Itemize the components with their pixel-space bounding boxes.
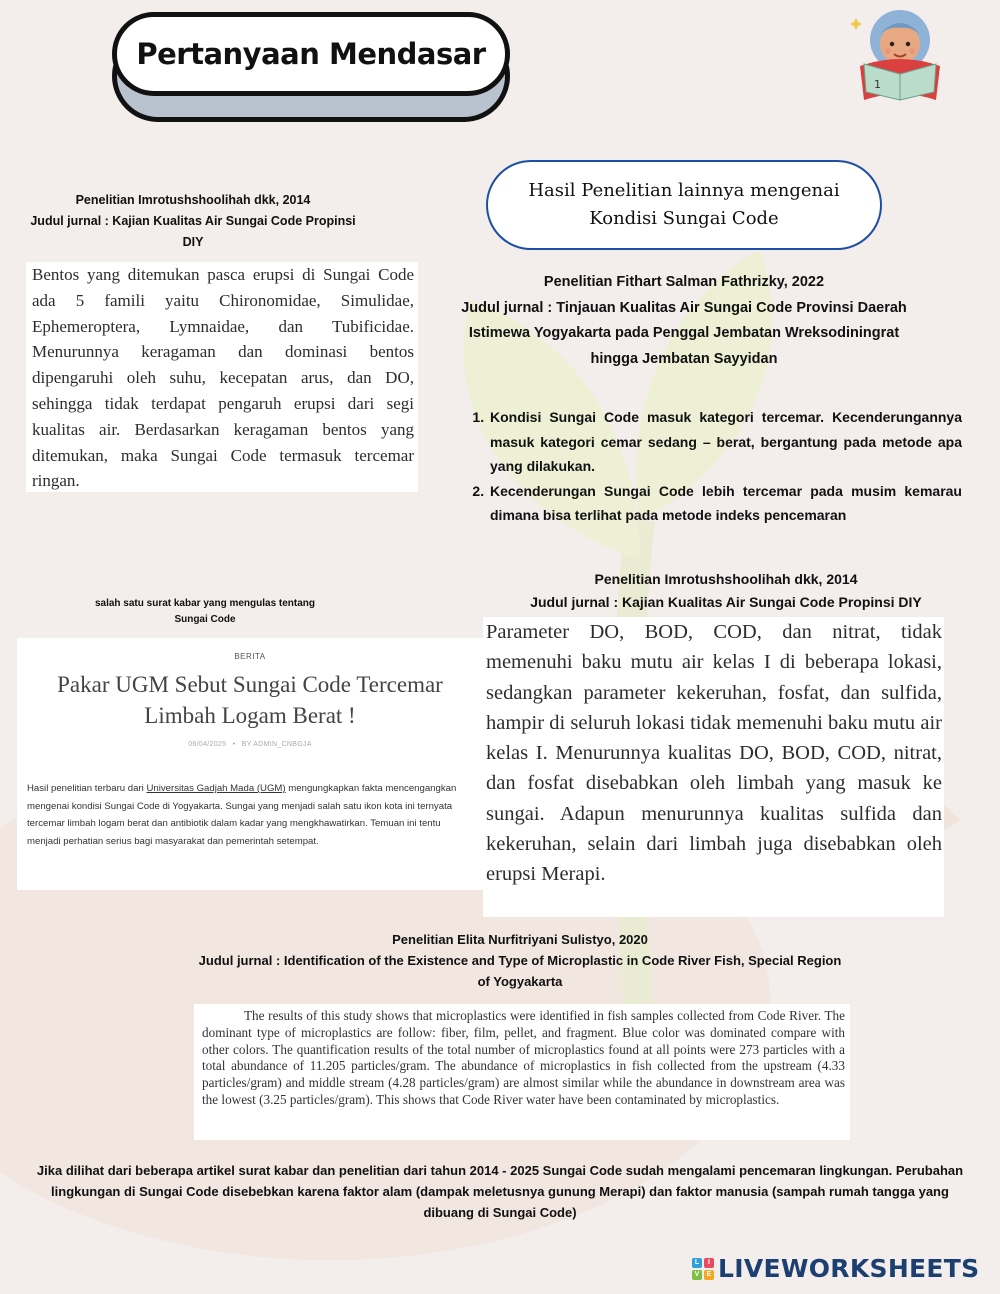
left-study-title-line2: DIY — [182, 235, 204, 249]
news-caption-line2: Sungai Code — [174, 614, 236, 625]
right-study-caption — [500, 568, 952, 614]
news-meta: 06/04/2025 • BY ADMIN_CNBGJA — [188, 741, 312, 748]
hasil-box-line1: Hasil Penelitian lainnya mengenai — [528, 180, 840, 201]
news-author: BY ADMIN_CNBGJA — [241, 741, 312, 748]
left-study-author: Penelitian Imrotushshoolihah dkk, 2014 — [75, 193, 311, 207]
right-study-title: Judul jurnal : Kajian Kualitas Air Sungai Code Propinsi DIY — [530, 594, 922, 610]
hasil-penelitian-box — [486, 160, 882, 250]
right-study-author: Penelitian Imrotushshoolihah dkk, 2014 — [594, 571, 858, 587]
news-date: 06/04/2025 — [188, 741, 227, 748]
news-tag: BERITA — [234, 652, 266, 661]
fithart-study-title-line3: hingga Jembatan Sayyidan — [590, 350, 778, 367]
hasil-box-line2: Kondisi Sungai Code — [589, 208, 779, 229]
fithart-study-author: Penelitian Fithart Salman Fathrizky, 2022 — [543, 274, 825, 290]
logo-letter: E — [704, 1270, 714, 1280]
liveworksheets-logo-icon — [692, 1258, 714, 1280]
list-item: 2. Kecenderungan Sungai Code lebih tercemar pada musim kemarau dimana bisa terlihat pada metode indeks pencemaran — [488, 479, 962, 528]
logo-letter: I — [704, 1258, 714, 1268]
news-body — [27, 780, 473, 850]
elita-study-caption — [190, 929, 850, 992]
liveworksheets-logo-text: LIVEWORKSHEETS — [718, 1254, 980, 1283]
fithart-study-caption — [445, 270, 923, 372]
title-banner — [112, 12, 510, 96]
elita-study-title-line1: Judul jurnal : Identification of the Existence and Type of Microplastic in Code River Fish, Special Region — [198, 953, 842, 968]
reading-girl-illustration — [846, 4, 954, 104]
right-study-excerpt: Parameter DO, BOD, COD, dan nitrat, tidak memenuhi baku mutu air kelas I di beberapa lokasi, sedangkan parameter kekeruhan, fosfat, dan sulfida, hampir di seluruh lokasi tidak memenuhi baku mutu air kelas I. Menurunnya kualitas DO, BOD, COD, nitrat, dan fosfat disebabkan oleh limbah yang masuk ke sungai. Adapun menurunnya kualitas sulfida dan kekeruhan, selain dari limbah juga disebabkan oleh erupsi Merapi. — [483, 617, 944, 917]
news-headline-line2: Limbah Logam Berat ! — [144, 703, 356, 728]
news-body-intro: Hasil penelitian terbaru dari — [27, 783, 147, 794]
news-article-panel — [17, 638, 483, 890]
fithart-study-title-line2: Istimewa Yogyakarta pada Penggal Jembatan Wreksodiningrat — [468, 325, 900, 341]
svg-text:1: 1 — [874, 78, 881, 91]
elita-study-excerpt: The results of this study shows that microplastics were identified in fish samples collected from Code River. The dominant type of microplastics are follow: fiber, film, pellet, and fragment. Blue color was dominated compare with other colors. The quantification results of the total number of microplastics found at all points were 273 particles with a total abundance of 11.205 particles/gram. The abundance of microplastics in fish collected from the upstream (4.33 particles/gram) and middle stream (4.28 particles/gram) are almost similar while the abundance in downstream area was the lowest (3.25 particles/gram). This shows that Code River water have been contaminated by microplastics. — [194, 1004, 850, 1140]
conclusion-text: Jika dilihat dari beberapa artikel surat kabar dan penelitian dari tahun 2014 - 2025 Sungai Code sudah mengalami pencemaran lingkungan. Perubahan lingkungan di Sungai Code disebebkan karena faktor alam (dampak meletusnya gunung Merapi) dan faktor manusia (sampah rumah tangga yang dibuang di Sungai Code) — [36, 1163, 964, 1220]
elita-study-title-line2: of Yogyakarta — [477, 974, 563, 989]
elita-study-author: Penelitian Elita Nurfitriyani Sulistyo, 2020 — [392, 932, 648, 947]
left-study-caption — [22, 190, 364, 253]
left-study-excerpt: Bentos yang ditemukan pasca erupsi di Sungai Code ada 5 famili yaitu Chironomidae, Simulidae, Ephemeroptera, Lymnaidae, dan Tubificidae. Menurunnya keragaman dan dominasi bentos dipengaruhi oleh suhu, kecepatan arus, dan DO, sehingga tidak terdapat pengaruh erupsi dari segi kualitas air. Berdasarkan keragaman bentos yang ditemukan, maka Sungai Code termasuk tercemar ringan. — [26, 262, 418, 492]
news-body-rest: mengungkapkan fakta mencengangkan mengenai kondisi Sungai Code di Yogyakarta. Sungai yang menjadi salah satu ikon kota ini ternyata tercemar limbah logam berat dan antibiotik dalam kadar yang mengkhawatirkan. Temuan ini tentu menjadi perhatian serius bagi masyarakat dan pemerintah setempat. — [27, 783, 457, 847]
list-item: 1. Kondisi Sungai Code masuk kategori tercemar. Kecenderungannya masuk kategori cemar sedang – berat, bergantung pada metode apa yang dilakukan. — [488, 405, 962, 479]
news-headline[interactable] — [27, 669, 473, 731]
fithart-study-points — [466, 405, 962, 528]
liveworksheets-logo[interactable] — [692, 1254, 979, 1283]
news-caption — [60, 596, 350, 628]
page-title: Pertanyaan Mendasar — [136, 37, 486, 71]
news-caption-line1: salah satu surat kabar yang mengulas tentang — [94, 598, 316, 609]
news-headline-line1: Pakar UGM Sebut Sungai Code Tercemar — [57, 672, 443, 697]
logo-letter: L — [692, 1258, 702, 1268]
ugm-link[interactable]: Universitas Gadjah Mada (UGM) — [146, 783, 286, 794]
logo-letter: V — [692, 1270, 702, 1280]
fithart-study-title-line1: Judul jurnal : Tinjauan Kualitas Air Sungai Code Provinsi Daerah — [461, 299, 907, 316]
left-study-title-line1: Judul jurnal : Kajian Kualitas Air Sungai Code Propinsi — [30, 214, 356, 228]
